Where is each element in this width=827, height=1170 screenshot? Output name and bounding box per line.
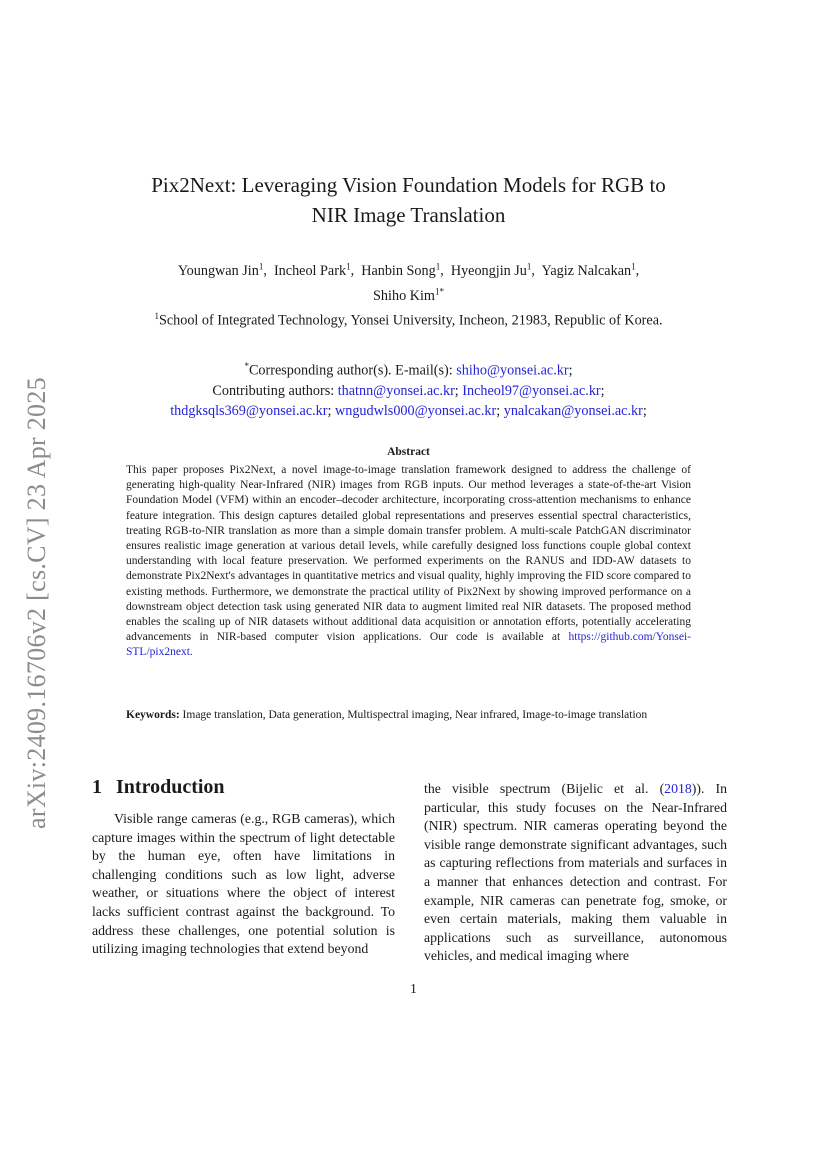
- email-link[interactable]: thdgksqls369@yonsei.ac.kr: [170, 402, 328, 419]
- contributing-authors-line-2: thdgksqls369@yonsei.ac.kr; wngudwls000@yonsei.ac.kr; ynalcakan@yonsei.ac.kr;: [170, 402, 647, 419]
- contact-block: [90, 356, 727, 421]
- author: Hanbin Song$^1$: [361, 261, 441, 279]
- author: Hyeongjin Ju$^1$: [450, 261, 532, 279]
- code-repository-link[interactable]: https://github.com/Yonsei-STL/pix2next: [126, 631, 692, 659]
- title-line-2: NIR Image Translation: [311, 203, 506, 227]
- email-link[interactable]: wngudwls000@yonsei.ac.kr: [334, 402, 497, 419]
- arxiv-identifier-text: arXiv:2409.16706v2 [cs.CV] 23 Apr 2025: [22, 376, 51, 829]
- page-number: 1: [410, 981, 417, 996]
- contributing-authors-line: Contributing authors: thatnn@yonsei.ac.kr; Incheol97@yonsei.ac.kr;: [212, 382, 605, 399]
- corresponding-email-link[interactable]: shiho@yonsei.ac.kr: [456, 362, 569, 379]
- keywords-label: Keywords:: [126, 709, 180, 721]
- keywords: [126, 708, 691, 723]
- paper-title: [90, 170, 727, 230]
- section-heading: [92, 776, 225, 799]
- author-list: Youngwan Jin$^1$, Incheol Park$^1$, Hanbin Song$^1$, Hyeongjin Ju$^1$, Yagiz Nalcakan$^1$, Shiho Kim$^{1*}$: [177, 261, 640, 304]
- citation-link[interactable]: 2018: [664, 781, 692, 796]
- email-link[interactable]: ynalcakan@yonsei.ac.kr: [503, 402, 643, 419]
- author: Yagiz Nalcakan$^1$: [541, 261, 636, 279]
- affiliation: $^1$School of Integrated Technology, Yonsei University, Incheon, 21983, Republic of Korea.: [154, 311, 663, 329]
- email-link[interactable]: thatnn@yonsei.ac.kr: [337, 382, 455, 399]
- section-title: Introduction: [116, 776, 225, 798]
- author: Shiho Kim$^{1*}$: [373, 286, 444, 304]
- title-line-1: Pix2Next: Leveraging Vision Foundation Models for RGB to: [151, 173, 666, 197]
- corresponding-author-line: *Corresponding author(s). E-mail(s): shiho@yonsei.ac.kr;: [244, 361, 573, 379]
- intro-left-column: Visible range cameras (e.g., RGB cameras), which capture images within the spectrum of light detectable by the human eye, often have limitations in challenging conditions such as low light, adverse weather, or situations where the object of interest lacks sufficient contrast against the background. To address these challenges, one potential solution is utilizing imaging technologies that extend beyond: [92, 811, 395, 957]
- section-number: 1: [92, 776, 102, 798]
- abstract-text: This paper proposes Pix2Next, a novel image-to-image translation framework designed to address the challenge of generating high-quality Near-Infrared (NIR) images from RGB inputs. Our method leverages a state-of-the-art Vision Foundation Model (VFM) within an encoder–decoder architecture, incorporating cross-attention mechanisms to enhance feature integration. This design captures detailed global representations and preserves essential spectral characteristics, treating RGB-to-NIR translation as more than a simple domain transfer problem. A multi-scale PatchGAN discriminator ensures realistic image generation at various detail levels, while carefully designed loss functions couple global context understanding with local feature preservation. We performed experiments on the RANUS and IDD-AW datasets to demonstrate Pix2Next's advantages in quantitative metrics and visual quality, highly improving the FID score compared to existing methods. Furthermore, we demonstrate the practical utility of Pix2Next by showing improved performance on a downstream object detection task using generated NIR data to augment limited real NIR datasets. The proposed method enables the scaling up of NIR datasets without additional data acquisition or annotation efforts, potentially accelerating advancements in NIR-based computer vision applications. Our code is available at https://github.com/Yonsei-STL/pix2next.: [126, 464, 692, 659]
- author: Youngwan Jin$^1$: [177, 261, 264, 279]
- keywords-text: Image translation, Data generation, Multispectral imaging, Near infrared, Image-to-image translation: [182, 709, 648, 721]
- email-link[interactable]: Incheol97@yonsei.ac.kr: [462, 382, 601, 399]
- abstract-heading: Abstract: [387, 446, 430, 458]
- author: Incheol Park$^1$: [273, 261, 351, 279]
- intro-right-column: the visible spectrum (Bijelic et al. (2018)). In particular, this study focuses on the Near-Infrared (NIR) spectrum. NIR cameras operating beyond the visible range demonstrate significant advantages, such as capturing reflections from materials and surfaces in a manner that enhances detection and contrast. For example, NIR cameras can penetrate fog, smoke, or even certain materials, making them valuable in applications such as surveillance, autonomous vehicles, and medical imaging where: [424, 781, 727, 964]
- arxiv-identifier: [14, 360, 60, 845]
